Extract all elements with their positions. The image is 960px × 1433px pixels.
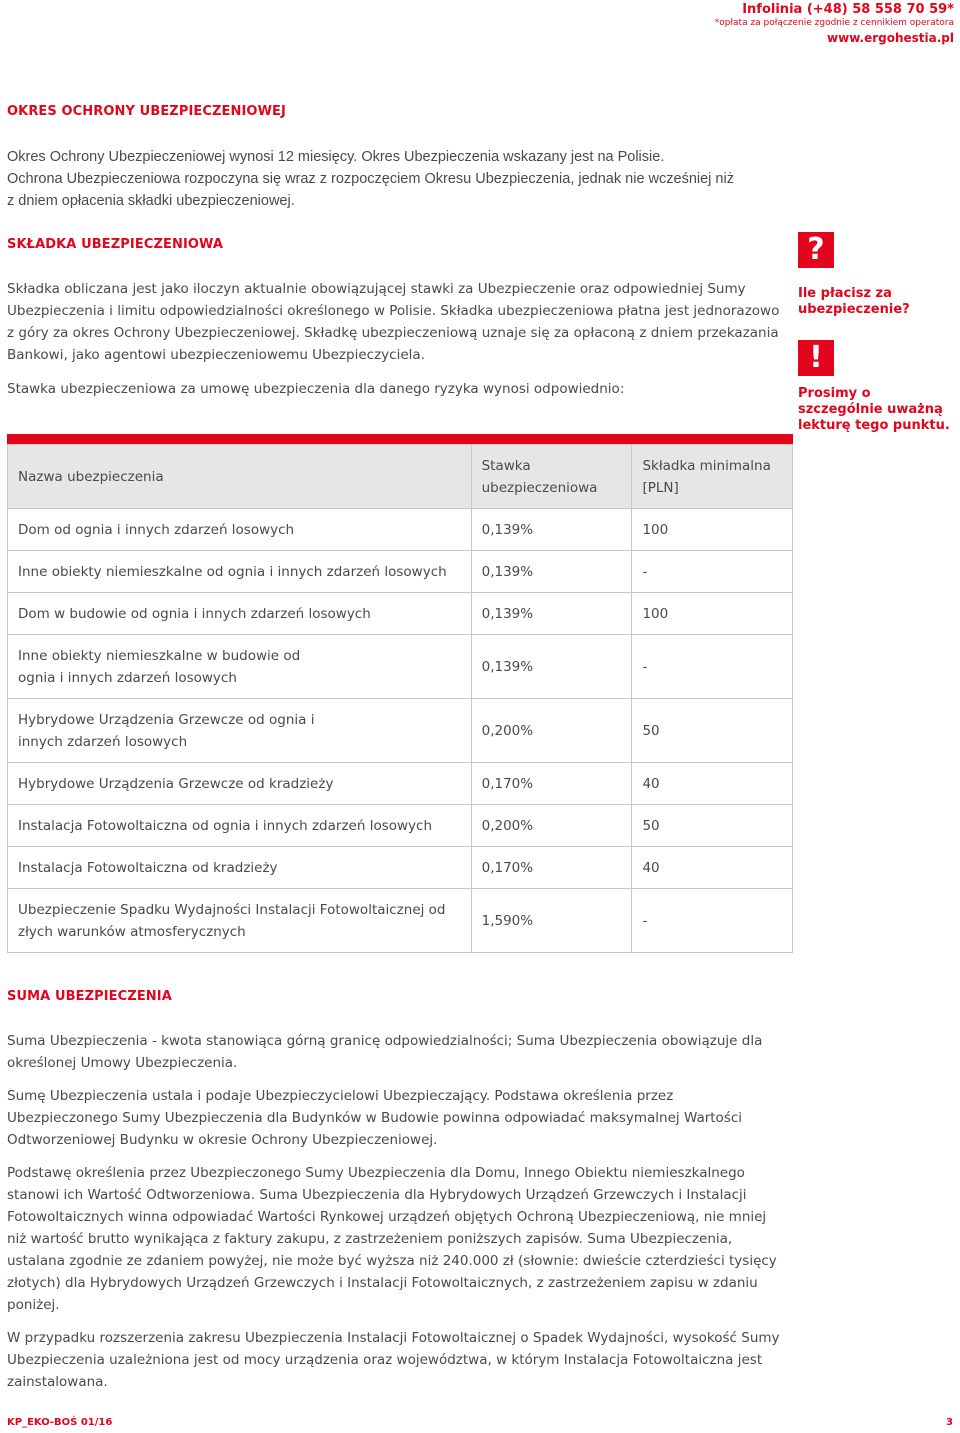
question-callout: Ile płacisz za ubezpieczenie?: [798, 286, 910, 317]
cell-rate: 0,139%: [471, 593, 632, 635]
text-line: Okres Ochrony Ubezpieczeniowej wynosi 12 miesięcy. Okres Ubezpieczenia wskazany jest na Polisie.: [7, 149, 665, 165]
table-row: [8, 635, 793, 699]
page-number: 3: [946, 1417, 953, 1428]
cell-min: 40: [632, 847, 793, 889]
header-contact: [715, 2, 954, 47]
okres-text: [7, 146, 734, 212]
cell-min: -: [632, 889, 793, 953]
cell-min: 50: [632, 699, 793, 763]
cell-name: Inne obiekty niemieszkalne od ognia i innych zdarzeń losowych: [8, 551, 472, 593]
sidebar-callouts: [798, 232, 958, 434]
table-header-row: [8, 445, 793, 509]
cell-rate: 0,139%: [471, 635, 632, 699]
text-line: Bankowi, jako agentowi ubezpieczeniowemu Ubezpieczyciela.: [7, 347, 425, 363]
cell-min: -: [632, 551, 793, 593]
cell-rate: 0,139%: [471, 551, 632, 593]
table-row: [8, 805, 793, 847]
skladka-text: [7, 278, 779, 366]
cell-name: Dom od ognia i innych zdarzeń losowych: [8, 509, 472, 551]
hotline-note: *opłata za połączenie zgodnie z cennikiem operatora: [714, 18, 954, 28]
hotline-number[interactable]: Infolinia (+48) 58 558 70 59*: [742, 2, 954, 17]
cell-rate: 0,170%: [471, 763, 632, 805]
column-header: Nazwa ubezpieczenia: [8, 445, 472, 509]
text-line: z góry za okres Ochrony Ubezpieczeniowej. Składkę ubezpieczeniową uznaje się za opłaconą z dniem przekazania: [7, 325, 779, 341]
website-link[interactable]: www.ergohestia.pl: [827, 31, 954, 45]
table-row: [8, 847, 793, 889]
column-header: Składka minimalna [PLN]: [632, 445, 793, 509]
section-title-skladka: SKŁADKA UBEZPIECZENIOWA: [7, 237, 224, 252]
rates-table: [7, 444, 793, 953]
cell-name: Inne obiekty niemieszkalne w budowie od ognia i innych zdarzeń losowych: [8, 635, 472, 699]
cell-name: Hybrydowe Urządzenia Grzewcze od ognia i innych zdarzeń losowych: [8, 699, 472, 763]
paragraph: Sumę Ubezpieczenia ustala i podaje Ubezpieczycielowi Ubezpieczający. Podstawa określenia przez Ubezpieczonego Sumy Ubezpieczenia dla Budynków w Budowie powinna odpowiadać maksymalnej Wartości Odtworzeniowej Budynku w okresie Ochrony Ubezpieczeniowej.: [7, 1088, 743, 1148]
section-title-okres: OKRES OCHRONY UBEZPIECZENIOWEJ: [7, 104, 286, 119]
table-row: [8, 593, 793, 635]
cell-min: 50: [632, 805, 793, 847]
cell-min: 100: [632, 509, 793, 551]
paragraph: Suma Ubezpieczenia - kwota stanowiąca górną granicę odpowiedzialności; Suma Ubezpieczenia obowiązuje dla określonej Umowy Ubezpieczenia.: [7, 1033, 763, 1071]
suma-text: [7, 1030, 787, 1393]
cell-min: 100: [632, 593, 793, 635]
cell-name: Dom w budowie od ognia i innych zdarzeń losowych: [8, 593, 472, 635]
column-header: Stawka ubezpieczeniowa: [471, 445, 632, 509]
paragraph: Podstawę określenia przez Ubezpieczonego Sumy Ubezpieczenia dla Domu, Innego Obiektu niemieszkalnego stanowi ich Wartość Odtworzeniowa. Suma Ubezpieczenia dla Hybrydowych Urządzeń Grzewczych i Instalacji Fotowoltaicznych winna odpowiadać Wartości Rynkowej urządzeń objętych Ochroną Ubezpieczeniową, nie mniej niż wartość brutto wynikająca z faktury zakupu, z zastrzeżeniem poniższych zapisów. Suma Ubezpieczenia, ustalana zgodnie ze zdaniem powyżej, nie może być wyższa niż 240.000 zł (słownie: dwieście czterdzieści tysięcy złotych) dla Hybrydowych Urządzeń Grzewczych i Instalacji Fotowoltaicznych, z zastrzeżeniem zapisu w zdaniu poniżej.: [7, 1165, 777, 1313]
cell-name: Ubezpieczenie Spadku Wydajności Instalacji Fotowoltaicznej od złych warunków atmosferycznych: [8, 889, 472, 953]
cell-min: 40: [632, 763, 793, 805]
cell-rate: 0,200%: [471, 805, 632, 847]
table-row: [8, 509, 793, 551]
cell-rate: 0,139%: [471, 509, 632, 551]
warning-callout: Prosimy o szczególnie uważną lekturę tego punktu.: [798, 386, 950, 433]
question-icon: ?: [798, 232, 834, 268]
cell-name: Hybrydowe Urządzenia Grzewcze od kradzieży: [8, 763, 472, 805]
table-row: [8, 699, 793, 763]
cell-name: Instalacja Fotowoltaiczna od kradzieży: [8, 847, 472, 889]
paragraph: W przypadku rozszerzenia zakresu Ubezpieczenia Instalacji Fotowoltaicznej o Spadek Wydajności, wysokość Sumy Ubezpieczenia uzależniona jest od mocy urządzenia oraz województwa, w którym Instalacja Fotowoltaiczna jest zainstalowana.: [7, 1330, 780, 1390]
cell-min: -: [632, 635, 793, 699]
text-line: z dniem opłacenia składki ubezpieczeniowej.: [7, 193, 295, 209]
table-row: [8, 551, 793, 593]
cell-rate: 0,200%: [471, 699, 632, 763]
section-title-suma: SUMA UBEZPIECZENIA: [7, 989, 172, 1004]
document-code: KP_EKO-BOŚ 01/16: [7, 1417, 113, 1428]
text-line: Ochrona Ubezpieczeniowa rozpoczyna się wraz z rozpoczęciem Okresu Ubezpieczenia, jednak nie wcześniej niż: [7, 171, 734, 187]
table-row: [8, 763, 793, 805]
rate-intro: Stawka ubezpieczeniowa za umowę ubezpieczenia dla danego ryzyka wynosi odpowiednio:: [7, 381, 625, 397]
text-line: Ubezpieczenia i limitu odpowiedzialności określonego w Polisie. Składka ubezpieczeniowa płatna jest jednorazowo: [7, 303, 780, 319]
warning-icon: !: [798, 340, 834, 376]
cell-name: Instalacja Fotowoltaiczna od ognia i innych zdarzeń losowych: [8, 805, 472, 847]
cell-rate: 1,590%: [471, 889, 632, 953]
cell-rate: 0,170%: [471, 847, 632, 889]
table-top-bar: [7, 434, 793, 444]
table-row: [8, 889, 793, 953]
text-line: Składka obliczana jest jako iloczyn aktualnie obowiązującej stawki za Ubezpieczenie oraz odpowiedniej Sumy: [7, 281, 746, 297]
